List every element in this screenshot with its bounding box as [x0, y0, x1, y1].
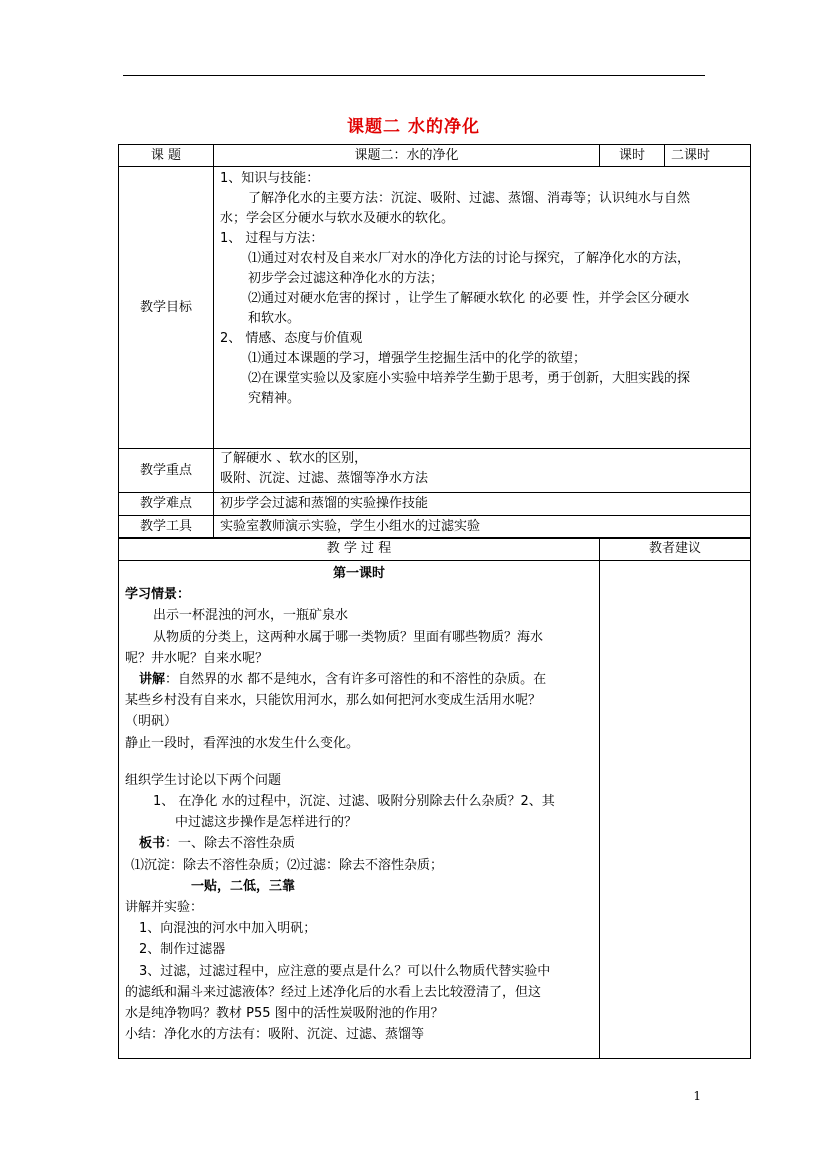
spacer — [125, 754, 593, 770]
exp-step: 水是纯净物吗？教材 P55 图中的活性炭吸附池的作用？ — [125, 1006, 444, 1022]
lesson-info-table — [118, 144, 751, 539]
exp-step: 2、制作过滤器 — [139, 942, 226, 958]
exp-step: 3、过滤，过滤过程中，应注意的要点是什么？可以什么物质代替实验中 — [139, 963, 551, 979]
teacher-suggestion-header: 教者建议 — [600, 538, 751, 561]
key-point-line: 吸附、沉淀、过滤、蒸馏等净水方法 — [220, 471, 429, 486]
question-line: 中过滤这步操作是怎样进行的？ — [175, 815, 358, 831]
page-title: 课题二 水的净化 — [347, 117, 480, 137]
hours-value: 二课时 — [665, 145, 751, 167]
objective-line: ⑵通过对硬水危害的探讨 ，让学生了解硬水软化 的必要 性，并学会区分硬水 — [248, 291, 690, 306]
key-points-row — [119, 449, 751, 493]
difficulties-value: 初步学会过滤和蒸馏的实验操作技能 — [214, 493, 751, 516]
board-line — [125, 833, 593, 854]
hours-label: 课时 — [600, 145, 665, 167]
objective-line: ⑴通过本课题的学习，增强学生挖掘生活中的化学的欲望； — [248, 351, 587, 366]
page-number: 1 — [693, 1089, 701, 1103]
objective-line: ⑴通过对农村及自来水厂对水的净化方法的讨论与探究，了解净化水的方法， — [248, 251, 691, 266]
process-content — [119, 561, 600, 1059]
tools-value: 实验室教师演示实验，学生小组水的过滤实验 — [214, 516, 751, 539]
scenario-line: 出示一杯混浊的河水，一瓶矿泉水 — [153, 608, 349, 624]
explain-label: 讲解 — [139, 672, 166, 688]
difficulties-row — [119, 493, 751, 516]
summary-line: 小结：净化水的方法有：吸附、沉淀、过滤、蒸馏等 — [125, 1027, 425, 1043]
exp-label: 讲解并实验： — [125, 900, 204, 916]
objective-line: ⑵在课堂实验以及家庭小实验中培养学生勤于思考，勇于创新，大胆实践的探 — [248, 371, 691, 386]
objectives-row — [119, 167, 751, 449]
objective-line: 和软水。 — [248, 311, 301, 326]
key-points-label: 教学重点 — [119, 449, 214, 493]
objective-line: 1、 过程与方法： — [220, 231, 324, 246]
discuss-line: 组织学生讨论以下两个问题 — [125, 772, 282, 788]
objective-line: 究精神。 — [248, 391, 301, 406]
teacher-suggestion-cell — [600, 561, 751, 1059]
board-text: ：一、除去不溶性杂质 — [165, 836, 296, 852]
objective-line: 1、知识与技能： — [220, 171, 320, 186]
question-line: 1、 在净化 水的过程中，沉淀、过滤、吸附分别除去什么杂质？2、其 — [153, 794, 555, 810]
key-point-line: 了解硬水 、软水的区别， — [220, 451, 368, 466]
key-points-content — [214, 449, 751, 493]
board-line: ⑴沉淀：除去不溶性杂质；⑵过滤：除去不溶性杂质； — [131, 857, 444, 873]
scenario-line: 从物质的分类上，这两种水属于哪一类物质？里面有哪些物质？海水 — [153, 629, 544, 645]
objectives-label: 教学目标 — [119, 167, 214, 449]
section-title: 第一课时 — [332, 566, 385, 581]
objective-line: 水；学会区分硬水与软水及硬水的软化。 — [220, 211, 455, 226]
teaching-process-table — [118, 537, 751, 1059]
board-label: 板书 — [139, 836, 166, 852]
topic-label: 课 题 — [119, 145, 214, 167]
rule-line: 一贴，二低，三靠 — [191, 878, 296, 894]
tools-label: 教学工具 — [119, 516, 214, 539]
still-line: 静止一段时，看浑浊的水发生什么变化。 — [125, 735, 360, 751]
exp-step: 1、向混浊的河水中加入明矾； — [139, 921, 317, 937]
objective-line: 了解净化水的主要方法：沉淀、吸附、过滤、蒸馏、消毒等；认识纯水与自然 — [248, 191, 691, 206]
scenario-line: 呢？井水呢？自来水呢？ — [125, 650, 269, 666]
exp-step: 的滤纸和漏斗来过滤液体？经过上述净化后的水看上去比较澄清了，但这 — [125, 984, 542, 1000]
process-header-row — [119, 538, 751, 561]
explain-text: ：自然界的水 都不是纯水，含有许多可溶性的和不溶性的杂质。在 — [165, 672, 547, 688]
objectives-content — [214, 167, 751, 449]
difficulties-label: 教学难点 — [119, 493, 214, 516]
explain-line: 某些乡村没有自来水，只能饮用河水，那么如何把河水变成生活用水呢？ — [125, 693, 542, 709]
header-rule — [123, 75, 705, 76]
objective-line: 初步学会过滤这种净化水的方法； — [248, 271, 444, 286]
explain-line — [125, 669, 593, 690]
objective-line: 2、 情感、态度与价值观 — [220, 331, 363, 346]
process-header: 教 学 过 程 — [119, 538, 600, 561]
topic-row — [119, 145, 751, 167]
topic-value: 课题二：水的净化 — [214, 145, 600, 167]
explain-line: （明矾） — [125, 714, 178, 730]
tools-row — [119, 516, 751, 539]
scenario-label: 学习情景： — [125, 587, 191, 603]
process-content-row — [119, 561, 751, 1059]
